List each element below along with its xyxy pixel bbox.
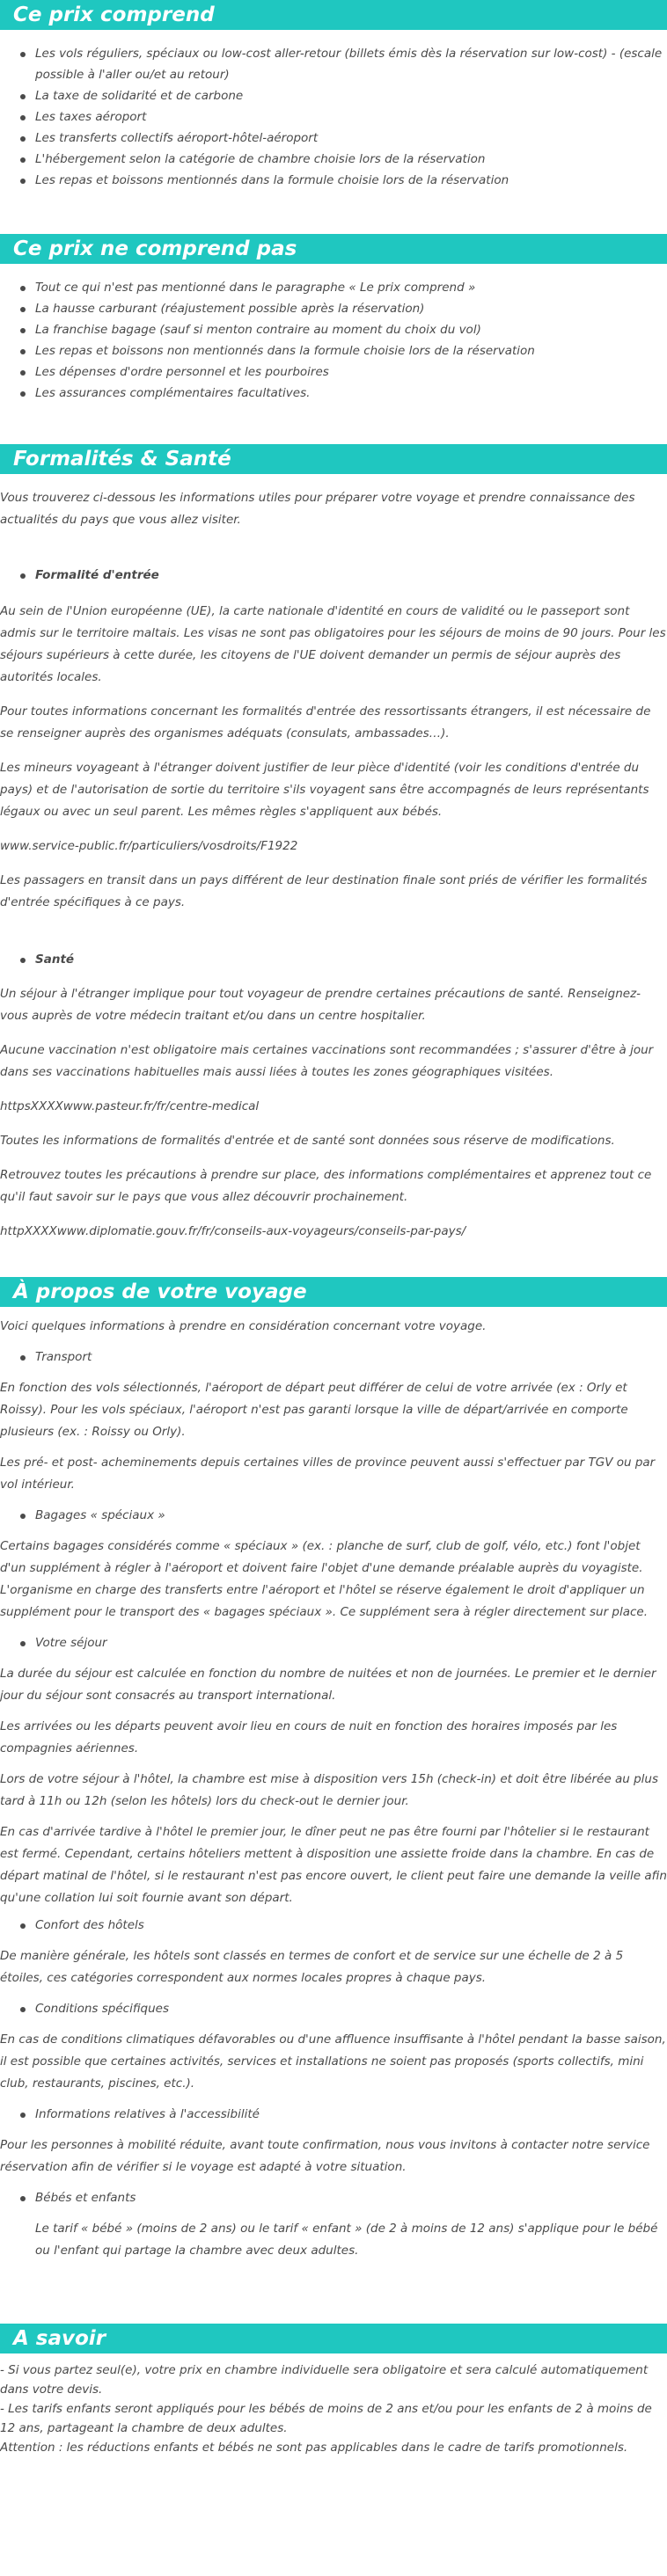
list-item: La taxe de solidarité et de carbone [35,85,667,106]
list-item: La hausse carburant (réajustement possible après la réservation) [35,298,667,319]
list-item: Tout ce qui n'est pas mentionné dans le paragraphe « Le prix comprend » [35,277,667,298]
diplomatie-link[interactable]: httpXXXXwww.diplomatie.gouv.fr/fr/conseils-aux-voyageurs/conseils-par-pays/ [0,1224,466,1238]
bagages-label: Bagages « spéciaux » [0,1505,667,1527]
section-title-asavoir: A savoir [0,2324,667,2353]
formalites-intro: Vous trouverez ci-dessous les informations utiles pour préparer votre voyage et prendre connaissance des actualités du pays que vous allez visiter. [0,491,635,527]
formalite-entree-label: Formalité d'entrée [0,565,667,587]
paragraph: Au sein de l'Union européenne (UE), la carte nationale d'identité en cours de validité ou le passeport sont admis sur le territoire maltais. Les visas ne sont pas obligatoires pour les séjours de moins de 90 jours. Pour les séjours supérieurs à cette durée, les citoyens de l'UE doivent demander un permis de séjour auprès des autorités locales. [0,604,666,684]
section-title-apropos: À propos de votre voyage [0,1277,667,1307]
confort-label: Confort des hôtels [0,1915,667,1937]
list-item: Les vols réguliers, spéciaux ou low-cost aller-retour (billets émis dès la réservation sur low-cost) - (escale possible à l'aller ou/et au retour) [35,43,667,85]
asavoir-line: Attention : les réductions enfants et bébés ne sont pas applicables dans le cadre de tarifs promotionnels. [0,2441,628,2455]
service-public-link[interactable]: www.service-public.fr/particuliers/vosdroits/F1922 [0,839,298,853]
paragraph: Retrouvez toutes les précautions à prendre sur place, des informations complémentaires et apprenez tout ce qu'il faut savoir sur le pays que vous allez découvrir prochainement. [0,1168,652,1204]
accessibilite-label: Informations relatives à l'accessibilité [0,2104,667,2126]
asavoir-line: - Si vous partez seul(e), votre prix en chambre individuelle sera obligatoire et sera calculé automatiquement dans votre devis. [0,2363,649,2397]
paragraph: De manière générale, les hôtels sont classés en termes de confort et de service sur une échelle de 2 à 5 étoiles, ces catégories correspondent aux normes locales propres à chaque pays. [0,1949,624,1985]
section-title-comprend: Ce prix comprend [0,0,667,30]
section-title-formalites: Formalités & Santé [0,444,667,474]
sante-label: Santé [0,949,667,971]
paragraph: Aucune vaccination n'est obligatoire mais certaines vaccinations sont recommandées ; s'assurer d'être à jour dans ses vaccinations habituelles mais aussi liées à toutes les zones géographiques visitées. [0,1043,654,1079]
paragraph: Les passagers en transit dans un pays différent de leur destination finale sont priés de vérifier les formalités d'entrée spécifiques à ce pays. [0,873,648,909]
list-item: Les taxes aéroport [35,106,667,128]
paragraph: Pour toutes informations concernant les formalités d'entrée des ressortissants étrangers, il est nécessaire de se renseigner auprès des organismes adéquats (consulats, ambassades…). [0,704,651,741]
paragraph: Un séjour à l'étranger implique pour tout voyageur de prendre certaines précautions de santé. Renseignez-vous auprès de votre médecin traitant et/ou dans un centre hospitalier. [0,987,641,1023]
list-item: Les repas et boissons non mentionnés dans la formule choisie lors de la réservation [35,340,667,361]
transport-label: Transport [0,1346,667,1368]
list-item: Les repas et boissons mentionnés dans la formule choisie lors de la réservation [35,170,667,191]
paragraph: Pour les personnes à mobilité réduite, avant toute confirmation, nous vous invitons à contacter notre service réservation afin de vérifier si le voyage est adapté à votre situation. [0,2138,650,2174]
bebes-label: Bébés et enfants [0,2187,667,2209]
ne-comprend-list [0,277,667,404]
paragraph: Les pré- et post- acheminements depuis certaines villes de province peuvent aussi s'effectuer par TGV ou par vol intérieur. [0,1456,656,1492]
paragraph: Les mineurs voyageant à l'étranger doivent justifier de leur pièce d'identité (voir les conditions d'entrée du pays) et de l'autorisation de sortie du territoire s'ils voyagent sans être accompagnés de leurs représentants légaux ou avec un seul parent. Les mêmes règles s'appliquent aux bébés. [0,761,649,819]
paragraph: Certains bagages considérés comme « spéciaux » (ex. : planche de surf, club de golf, vélo, etc.) font l'objet d'un supplément à régler à l'aéroport et doivent faire l'objet d'une demande préalable auprès du voyagiste. L'organisme en charge des transferts entre l'aéroport et l'hôtel se réserve également le droit d'appliquer un supplément pour le transport des « bagages spéciaux ». Ce supplément sera à régler directement sur place. [0,1539,649,1619]
paragraph: En cas de conditions climatiques défavorables ou d'une affluence insuffisante à l'hôtel pendant la basse saison, il est possible que certaines activités, services et installations ne soient pas proposés (sports collectifs, mini club, restaurants, piscines, etc.). [0,2032,666,2091]
list-item: Les transferts collectifs aéroport-hôtel-aéroport [35,128,667,149]
list-item: Les dépenses d'ordre personnel et les pourboires [35,361,667,383]
conditions-label: Conditions spécifiques [0,1998,667,2020]
section-title-ne-comprend: Ce prix ne comprend pas [0,234,667,264]
sejour-label: Votre séjour [0,1632,667,1654]
pasteur-link[interactable]: httpsXXXXwww.pasteur.fr/fr/centre-medical [0,1099,260,1113]
list-item: L'hébergement selon la catégorie de chambre choisie lors de la réservation [35,149,667,170]
paragraph: Le tarif « bébé » (moins de 2 ans) ou le tarif « enfant » (de 2 à moins de 12 ans) s'applique pour le bébé ou l'enfant qui partage la chambre avec deux adultes. [35,2222,658,2258]
paragraph: Les arrivées ou les départs peuvent avoir lieu en cours de nuit en fonction des horaires imposés par les compagnies aériennes. [0,1719,618,1755]
paragraph: En cas d'arrivée tardive à l'hôtel le premier jour, le dîner peut ne pas être fourni par l'hôtelier si le restaurant est fermé. Cependant, certains hôteliers mettent à disposition une assiette froide dans la chambre. En cas de départ matinal de l'hôtel, si le restaurant n'est pas encore ouvert, le client peut faire une demande la veille afin qu'une collation lui soit fournie avant son départ. [0,1825,667,1905]
apropos-intro: Voici quelques informations à prendre en considération concernant votre voyage. [0,1319,487,1333]
list-item: Les assurances complémentaires facultatives. [35,383,667,404]
asavoir-line: - Les tarifs enfants seront appliqués pour les bébés de moins de 2 ans et/ou pour les enfants de 2 à moins de 12 ans, partageant la chambre de deux adultes. [0,2402,652,2435]
list-item: La franchise bagage (sauf si menton contraire au moment du choix du vol) [35,319,667,340]
paragraph: La durée du séjour est calculée en fonction du nombre de nuitées et non de journées. Le premier et le dernier jour du séjour sont consacrés au transport international. [0,1667,656,1703]
paragraph: Lors de votre séjour à l'hôtel, la chambre est mise à disposition vers 15h (check-in) et doit être libérée au plus tard à 11h ou 12h (selon les hôtels) lors du check-out le dernier jour. [0,1772,658,1808]
paragraph: Toutes les informations de formalités d'entrée et de santé sont données sous réserve de modifications. [0,1134,615,1148]
comprend-list [0,43,667,191]
paragraph: En fonction des vols sélectionnés, l'aéroport de départ peut différer de celui de votre arrivée (ex : Orly et Roissy). Pour les vols spéciaux, l'aéroport n'est pas garanti lorsque la ville de départ/arrivée en comporte plusieurs (ex. : Roissy ou Orly). [0,1381,628,1439]
